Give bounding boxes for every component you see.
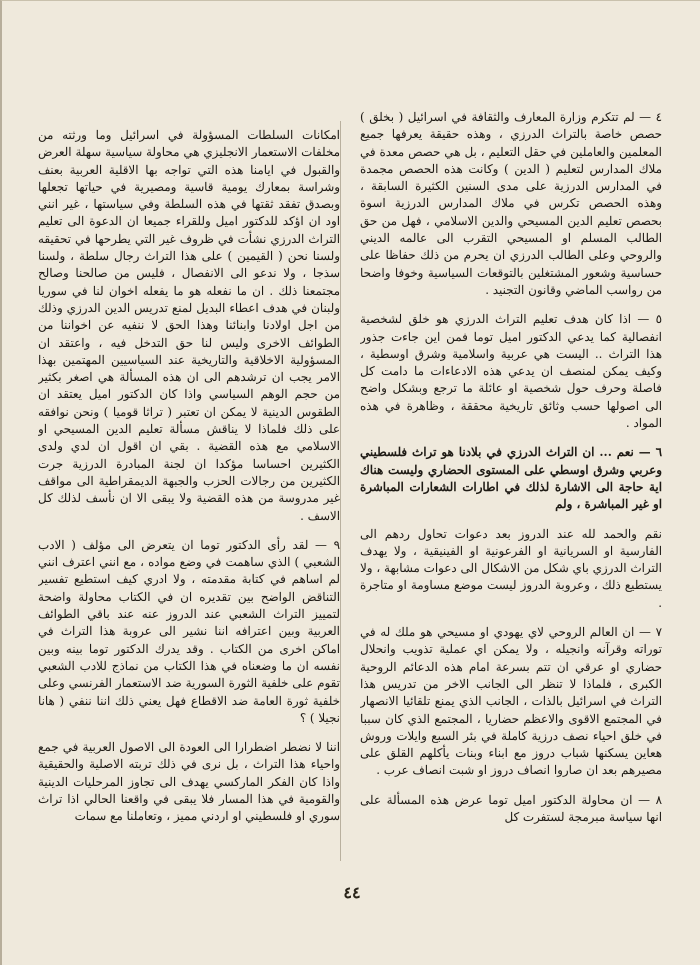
paragraph-continued: امكانات السلطات المسؤولة في اسرائيل وما ورثته من مخلفات الاستعمار الانجليزي هي محاولة سياسية سهلة العرض والقبول في ايامنا هذه التي تواجه بها الاقلية العربية بعنف وشراسة بمعارك يومية قاسية ومصيرية في حياتها تجعلها وبصدق تفقد ثقتها في هذه السلطة وفي سياستها ، غير انني اود ان اؤكد للدكتور اميل وللقراء جميعا ان الدعوة الى تعليم التراث الدرزي نشأت في ظروف غير التي يطرحها في تحقيقه ولسنا نحن ( القيمين ) على هذا التراث رجال سلطة ، ولسنا سذجا ، ولا ندعو الى الانفصال ، فليس من صالحنا وصالح مجتمعنا ذلك . ان ما نفعله هو ما يفعله اخوان لنا في سوريا ولبنان في هدف اعطاء البديل لمنع تدريس الدين الدرزي وذلك من اجل اولادنا وابنائنا وهذا الحق لا ننفيه عن اخواننا من الطوائف الاخرى وليس لنا حق التدخل فيه ، واعتقد ان المسؤولية الاخلاقية والتاريخية عند السياسيين المهتمين بهذا الامر يجب ان ترشدهم الى ان هذه المسألة هي اصغر بكثير من حجم الوهم السياسي واذا كان الدكتور اميل يعتقد ان الطقوس الدينية لا يمكن ان تعتبر ( تراثا قوميا ) ونحن نوافقه على ذلك فلماذا لا يناقش مسألة تعليم الدين المسيحي او الاسلامي مع هذه القضية . بقي ان اقول ان لدي ولدى الكثيرين احساسا مؤكدا ان لجنة المبادرة الدرزية جرت الكثيرين من رجالات الحزب والجبهة الديمقراطية الى مواقف غير مدروسة من هذه القضية ولا يبقى الا ان نأسف لذلك كل الاسف . bbox=[38, 128, 340, 523]
paragraph-7: ٧ — ان العالم الروحي لاي يهودي او مسيحي هو ملك له في توراته وقرآنه وانجيله ، ولا يمكن اي عملية تذويب وانحلال حضاري او عرقي ان تتم بسرعة امام هذه الدعائم الروحية الكبرى ، فلماذا لا تنظر الى الجانب الاخر من تدريس هذا التراث في اسرائيل بالذات ، الجانب الذي يمنع تلقائيا الانصهار في المجتمع الاقوى والاعظم حضاريا ، المجتمع الذي كان سببا في خلق احياء نصف درزية كاملة في بئر السبع وايلات وروش هعاين يسكنها شباب دروز مع ابناء وبنات يأكلهم القلق على مصيرهم بعد ان صاروا انصاف دروز او شبت انصاف عرب . bbox=[360, 625, 662, 778]
page-number: ٤٤ bbox=[343, 883, 361, 902]
text-columns bbox=[38, 109, 662, 869]
left-column bbox=[38, 127, 340, 879]
paragraph-6-body: نقم والحمد لله عند الدروز بعد دعوات تحاول ردهم الى الفارسية او السريانية او الفرعونية او الفينيقية ، ولا يهدف التراث الدرزي باي شكل من الاشكال الى دعوات مشابهة ، ولا يستطيع ذلك ، وعروبة الدروز ليست موضع مساومة او متاجرة . bbox=[360, 526, 662, 610]
paragraph-6-heading: ٦ — نعم ... ان التراث الدرزي في بلادنا هو تراث فلسطيني وعربي وشرق اوسطي على المستوى الحضاري وليست هناك اية حاجة الى الاشارة لذلك في اطارات الشعارات المباشرة او غير المباشرة ، ولم bbox=[360, 445, 662, 512]
paragraph-10: اننا لا نضطر اضطرارا الى العودة الى الاصول العربية في جمع واحياء هذا التراث ، بل نرى في ذلك تربته الاصلية والحقيقية واذا كان الفكر الماركسي يهدف الى تجاوز المرحليات الدينية والقومية في هذا المسار فلا يبقى في واقعنا الحالي اذا تراث سوري او فلسطيني او اردني مميز ، وتعاملنا مع سمات bbox=[38, 740, 340, 824]
right-column bbox=[360, 109, 662, 869]
paragraph-5: ٥ — اذا كان هدف تعليم التراث الدرزي هو خلق لشخصية انفصالية كما يدعي الدكتور اميل توما فمن اين جاءت جذور هذا التراث .. اليست هي عربية واسلامية وشرق اوسطية ، وكيف يمكن لمنصف ان يدعي هذه الادعاءات ما دامت كل فاصلة وحرف حول شخصية او عائلة ما ترجع وبشكل واضح الى اصولها حسب وثائق تاريخية محققة ، وظاهرة في هذه المواد . bbox=[360, 312, 662, 431]
paragraph-8: ٨ — ان محاولة الدكتور اميل توما عرض هذه المسألة على انها سياسة مبرمجة لستفرت كل bbox=[360, 792, 662, 824]
paragraph-9: ٩ — لقد رأى الدكتور توما ان يتعرض الى مؤلف ( الادب الشعبي ) الذي ساهمت في وضع مواده ، مع انني اعترف انني لم اساهم في كتابة مقدمته ، ولا ادري كيف استطيع تفسير التناقض الواضح بين تقديره ان في الكتاب محاولة واضحة لتمييز التراث الشعبي عند الدروز عنه عند باقي الطوائف العربية وبين اعترافه اننا نشير الى عروبة هذا التراث في اماكن اخرى من الكتاب . وقد يدرك الدكتور توما بينه وبين نفسه ان ما وضعناه في هذا الكتاب من نماذج للادب الشعبي تقوم على خلفية الثورة السورية ضد الاستعمار الفرنسي وعلى خلفية ثورة العامة ضد الاقطاع فهل يعني ذلك اننا ننفي ( هانا نجيلا ) ؟ bbox=[38, 537, 340, 725]
paragraph-4: ٤ — لم تتكرم وزارة المعارف والثقافة في اسرائيل ( بخلق ) حصص خاصة بالتراث الدرزي ، وهذه حقيقة يعرفها جميع المعلمين والعاملين في حقل التعليم ، بل هي حصص معدة في ملاك المدارس لتعليم ( الدين ) وكانت هذه الحصص مجمدة في المدارس الدرزية على مدى السنين الكثيرة السابقة ، وهذه الحصص تكرس في ملاك المدارس الدرزية اسوة بحصص تعليم الدين المسيحي والدين الاسلامي ، فهل من حق الطالب المسلم او المسيحي التقرب الى عالمه الديني والروحي وعلى الطالب الدرزي ان يحرم من ذلك حفاظا على حساسية وشعور المشتغلين بالتوقعات السياسية وخوفا واضحا من رواسب الماضي وقانون التجنيد . bbox=[360, 110, 662, 297]
